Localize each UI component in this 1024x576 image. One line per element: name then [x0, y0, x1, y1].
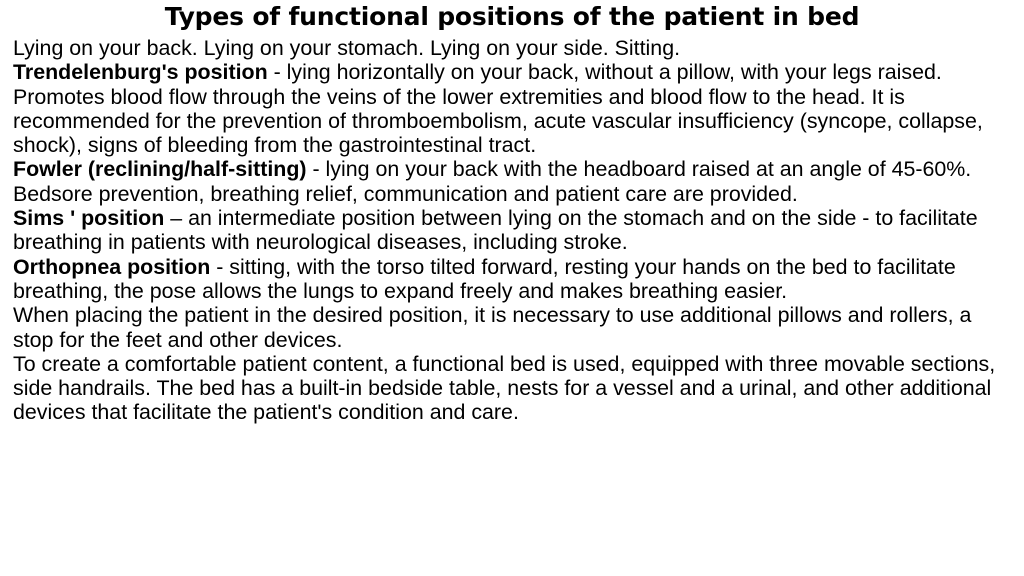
functional-bed-paragraph: To create a comfortable patient content, a functional bed is used, equipped with three movable sections, side handrails. The bed has a built-in bedside table, nests for a vessel and a urinal, and other additional devices that facilitate the patient's condition and care. — [13, 351, 996, 425]
position-paragraph-trendelenburg — [13, 60, 1013, 157]
position-name: Trendelenburg's position — [13, 60, 268, 85]
slide-title: Types of functional positions of the patient in bed — [164, 2, 860, 31]
position-paragraph-sims — [13, 206, 1013, 255]
position-name: Fowler (reclining/half-sitting) — [13, 157, 307, 182]
position-name: Sims ' position — [13, 206, 165, 231]
position-paragraph-fowler — [13, 157, 1013, 206]
position-description: - sitting, with the torso tilted forward, resting your hands on the bed to facilitate breathing, the pose allows the lungs to expand freely and makes breathing easier. — [13, 254, 956, 303]
devices-note-paragraph: When placing the patient in the desired position, it is necessary to use additional pillows and rollers, a stop for the feet and other devices. — [13, 303, 972, 352]
slide-body — [13, 36, 1013, 425]
position-name: Orthopnea position — [13, 254, 211, 279]
intro-paragraph: Lying on your back. Lying on your stomach. Lying on your side. Sitting. — [13, 36, 681, 60]
position-paragraph-orthopnea — [13, 255, 1013, 304]
position-description: – an intermediate position between lying on the stomach and on the side - to facilitate breathing in patients with neurological diseases, including stroke. — [13, 206, 978, 255]
position-description: - lying on your back with the headboard raised at an angle of 45-60%. Bedsore prevention, breathing relief, communication and patient care are provided. — [13, 157, 972, 206]
position-description: - lying horizontally on your back, without a pillow, with your legs raised. Promotes blood flow through the veins of the lower extremities and blood flow to the head. It is recommended for the prevention of thromboembolism, acute vascular insufficiency (syncope, collapse, shock), signs of bleeding from the gastrointestinal tract. — [13, 60, 983, 158]
